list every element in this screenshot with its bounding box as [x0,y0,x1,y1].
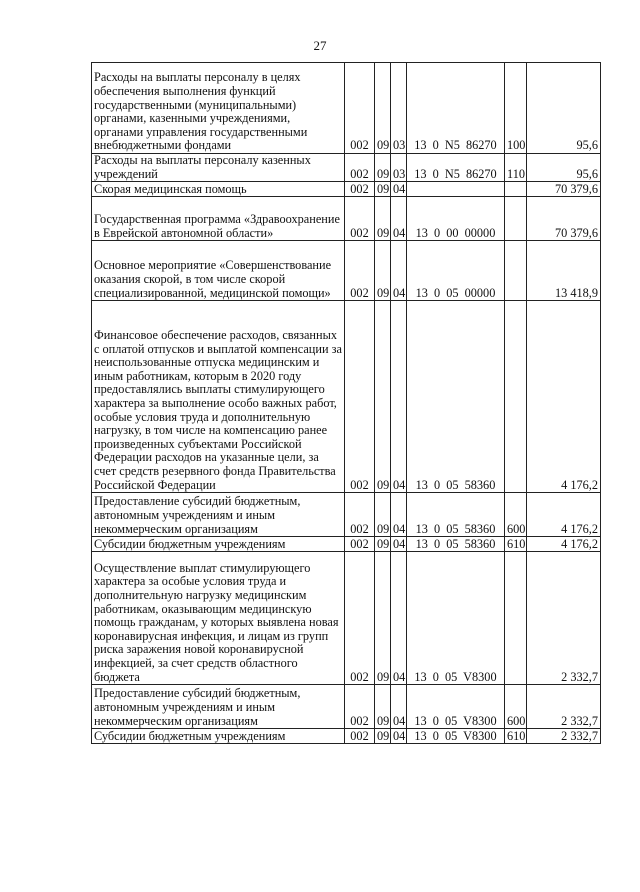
row-name: Расходы на выплаты персоналу в целях обеспечения выполнения функций государственными (муниципальными) органами, казенными учреждениями, органами управления государственными внебюджетными фондами [92,63,345,154]
amount: 95,6 [527,63,601,154]
section-code: 09 [375,552,391,685]
amount: 2 332,7 [527,729,601,744]
expense-type-code: 600 [505,685,527,729]
section-code: 09 [375,197,391,241]
table-row [92,493,601,537]
amount: 2 332,7 [527,552,601,685]
grbs-code: 002 [345,537,375,552]
amount: 95,6 [527,154,601,182]
target-article-code: 13 0 05 58360 [407,493,505,537]
row-name: Основное мероприятие «Совершенствование оказания скорой, в том числе скорой специализированной, медицинской помощи» [92,241,345,301]
target-article-code: 13 0 00 00000 [407,197,505,241]
grbs-code: 002 [345,241,375,301]
table-row [92,301,601,493]
target-article-code: 13 0 N5 86270 [407,154,505,182]
expense-type-code [505,301,527,493]
table-row [92,182,601,197]
table-row [92,552,601,685]
table-row [92,197,601,241]
section-code: 09 [375,685,391,729]
section-code: 09 [375,154,391,182]
target-article-code [407,182,505,197]
target-article-code: 13 0 N5 86270 [407,63,505,154]
subsection-code: 04 [391,537,407,552]
subsection-code: 04 [391,301,407,493]
subsection-code: 04 [391,241,407,301]
row-name: Государственная программа «Здравоохранение в Еврейской автономной области» [92,197,345,241]
table-row [92,241,601,301]
table-row [92,63,601,154]
section-code: 09 [375,729,391,744]
amount: 4 176,2 [527,493,601,537]
target-article-code: 13 0 05 58360 [407,537,505,552]
amount: 13 418,9 [527,241,601,301]
row-name: Расходы на выплаты персоналу казенных учреждений [92,154,345,182]
grbs-code: 002 [345,301,375,493]
section-code: 09 [375,493,391,537]
expense-type-code: 610 [505,729,527,744]
section-code: 09 [375,63,391,154]
row-name: Субсидии бюджетным учреждениям [92,729,345,744]
grbs-code: 002 [345,154,375,182]
target-article-code: 13 0 05 V8300 [407,685,505,729]
grbs-code: 002 [345,685,375,729]
section-code: 09 [375,182,391,197]
expense-type-code [505,182,527,197]
grbs-code: 002 [345,729,375,744]
target-article-code: 13 0 05 V8300 [407,729,505,744]
grbs-code: 002 [345,493,375,537]
row-name: Финансовое обеспечение расходов, связанных с оплатой отпусков и выплатой компенсации за неиспользованные отпуска медицинским и иным работникам, которым в 2020 году предоставлялись выплаты стимулирующего характера за выполнение особо важных работ, особые условия труда и дополнительную нагрузку, в том числе на компенсацию ранее произведенных субъектами Российской Федерации расходов на указанные цели, за счет средств резервного фонда Правительства Российской Федерации [92,301,345,493]
table-row [92,537,601,552]
section-code: 09 [375,537,391,552]
target-article-code: 13 0 05 00000 [407,241,505,301]
grbs-code: 002 [345,552,375,685]
expense-type-code: 110 [505,154,527,182]
expense-type-code [505,241,527,301]
table-row [92,729,601,744]
grbs-code: 002 [345,63,375,154]
expense-type-code: 100 [505,63,527,154]
amount: 70 379,6 [527,182,601,197]
row-name: Осуществление выплат стимулирующего характера за особые условия труда и дополнительную нагрузку медицинским работникам, оказывающим медицинскую помощь гражданам, у которых выявлена новая коронавирусная инфекция, и лицам из групп риска заражения новой коронавирусной инфекцией, за счет средств областного бюджета [92,552,345,685]
amount: 4 176,2 [527,537,601,552]
subsection-code: 04 [391,552,407,685]
amount: 2 332,7 [527,685,601,729]
row-name: Скорая медицинская помощь [92,182,345,197]
subsection-code: 04 [391,197,407,241]
grbs-code: 002 [345,182,375,197]
budget-table [91,62,601,744]
section-code: 09 [375,241,391,301]
subsection-code: 04 [391,182,407,197]
expense-type-code [505,552,527,685]
grbs-code: 002 [345,197,375,241]
expense-type-code: 610 [505,537,527,552]
subsection-code: 04 [391,729,407,744]
table-row [92,685,601,729]
row-name: Субсидии бюджетным учреждениям [92,537,345,552]
page-number: 27 [313,38,327,53]
subsection-code: 03 [391,63,407,154]
amount: 4 176,2 [527,301,601,493]
table-row [92,154,601,182]
subsection-code: 04 [391,685,407,729]
row-name: Предоставление субсидий бюджетным, автономным учреждениям и иным некоммерческим организациям [92,493,345,537]
section-code: 09 [375,301,391,493]
target-article-code: 13 0 05 58360 [407,301,505,493]
expense-type-code [505,197,527,241]
expense-type-code: 600 [505,493,527,537]
subsection-code: 04 [391,493,407,537]
row-name: Предоставление субсидий бюджетным, автономным учреждениям и иным некоммерческим организациям [92,685,345,729]
subsection-code: 03 [391,154,407,182]
amount: 70 379,6 [527,197,601,241]
target-article-code: 13 0 05 V8300 [407,552,505,685]
